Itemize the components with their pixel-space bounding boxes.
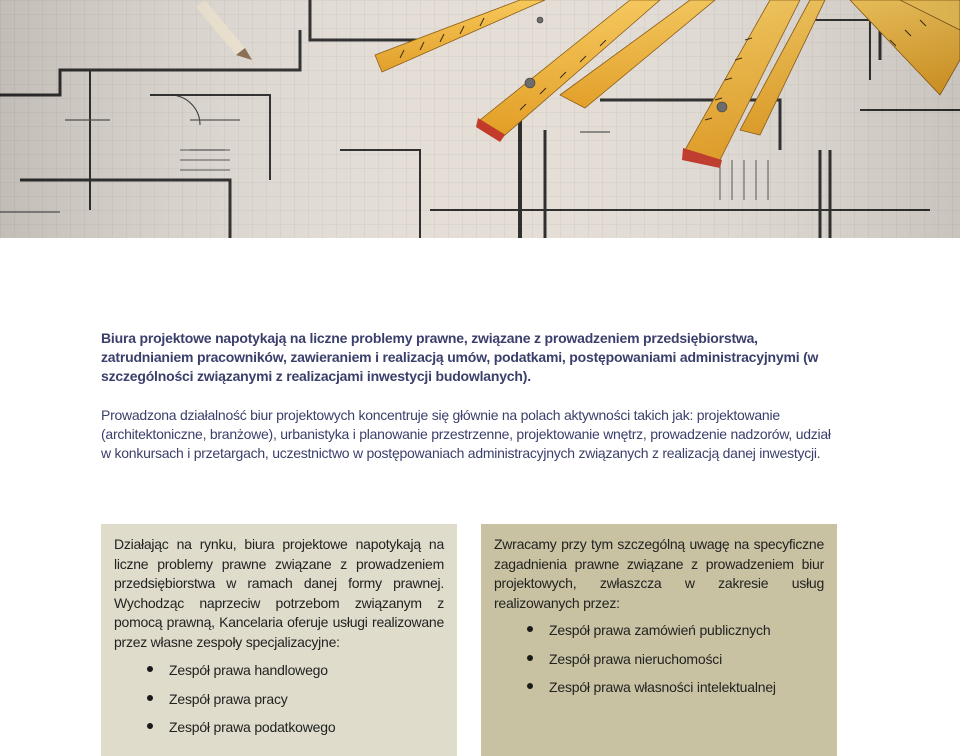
list-item: Zespół prawa handlowego <box>147 660 335 689</box>
list-item: Zespół prawa nieruchomości <box>527 649 776 678</box>
blueprint-illustration <box>0 0 960 238</box>
hero-blueprint-image <box>0 0 960 238</box>
list-item: Zespół prawa własności intelektualnej <box>527 677 776 706</box>
services-box-left <box>101 524 457 756</box>
list-item: Zespół prawa podatkowego <box>147 717 335 746</box>
body-paragraph: Prowadzona działalność biur projektowych koncentruje się głównie na polach aktywności takich jak: projektowanie (architektoniczne, branżowe), urbanistyka i planowanie przestrzenne, projektowanie wnętrz, prowadzenie nadzorów, udział w konkursach i przetargach, uczestnictwo w postępowaniach administracyjnych związanych z realizacją danej inwestycji. <box>101 407 831 461</box>
left-box-text: Działając na rynku, biura projektowe napotykają na liczne problemy prawne związane z prowadzeniem przedsiębiorstwa w ramach danej formy prawnej. Wychodząc naprzeciw potrzebom związanym z pomocą prawną, Kancelaria oferuje usługi realizowane przez własne zespoły specjalizacyjne: <box>114 536 444 650</box>
list-item: Zespół prawa pracy <box>147 689 335 718</box>
lead-paragraph: Biura projektowe napotykają na liczne problemy prawne, związane z prowadzeniem przedsiębiorstwa, zatrudnianiem pracowników, zawieraniem i realizacją umów, podatkami, postępowaniami administracyjnymi (w szczególności związanymi z realizacjami inwestycji budowlanych). <box>101 330 819 384</box>
services-box-right <box>481 524 837 756</box>
right-box-text: Zwracamy przy tym szczególną uwagę na specyficzne zagadnienia prawne związane z prowadzeniem biur projektowych, zwłaszcza w zakresie usług realizowanych przez: <box>494 536 824 611</box>
left-box-list <box>147 660 335 746</box>
right-box-list <box>527 620 776 706</box>
list-item: Zespół prawa zamówień publicznych <box>527 620 776 649</box>
